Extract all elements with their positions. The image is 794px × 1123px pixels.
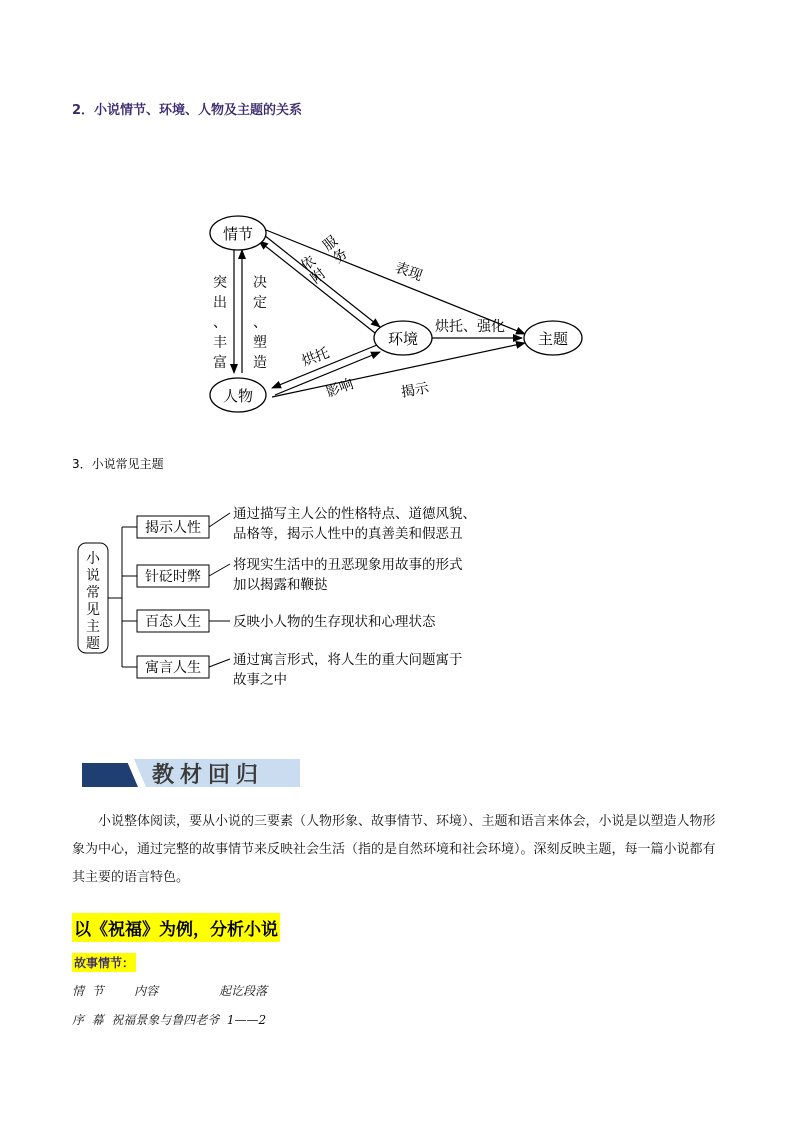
label-plot-to-theme: 表现 [392,259,425,285]
branch-desc-4-line2: 故事之中 [233,672,287,688]
branch-desc-2-line1: 将现实生活中的丑恶现象用故事的形式 [233,557,463,573]
node-theme: 主题 [537,330,569,348]
node-environment: 环境 [387,330,419,348]
banner-title: 教材回归 [152,762,265,788]
root-label: 小说常见主题 [86,551,100,652]
node-character: 人物 [222,387,254,405]
section-3-heading: 3．小说常见主题 [72,457,164,471]
branch-desc-1-line2: 品格等，揭示人性中的真善美和假恶丑 [233,526,463,542]
branch-desc-1-line1: 通过描写主人公的性格特点、道德风貌、 [233,506,476,522]
branch-label-1: 揭示人性 [145,520,201,536]
theme-tree-diagram [70,498,520,698]
label-character-to-theme: 揭示 [399,380,431,401]
branch-label-3: 百态人生 [145,614,201,630]
branch-desc-2-line2: 加以揭露和鞭挞 [233,577,328,593]
table-header-line: 情 节 内容 起讫段落 [72,984,268,998]
example-subtitle: 故事情节： [72,953,136,972]
section-2-heading: 2．小说情节、环境、人物及主题的关系 [72,103,303,118]
example-title: 以《祝福》为例，分析小说 [72,913,280,942]
relation-diagram [200,205,600,425]
branch-desc-4-line1: 通过寓言形式，将人生的重大问题寓于 [233,652,463,668]
label-env-to-character: 影响 [323,376,356,401]
label-env-to-theme: 烘托、强化 [435,319,505,335]
branch-label-2: 针砭时弊 [145,569,201,585]
label-plot-env-depend: 依附 [298,253,329,288]
label-character-to-env: 烘托 [299,345,332,370]
node-plot: 情节 [222,225,254,243]
label-character-to-plot: 决定、塑造 [253,275,267,371]
table-row-1: 序 幕 祝福景象与鲁四老爷 1——2 [72,1013,267,1027]
label-plot-env-serve: 服务 [320,233,351,268]
branch-desc-3-line1: 反映小人物的生存现状和心理状态 [233,614,436,630]
branch-label-4: 寓言人生 [145,660,201,676]
intro-paragraph: 小说整体阅读，要从小说的三要素（人物形象、故事情节、环境）、主题和语言来体会，小说是以塑造人物形象为中心，通过完整的故事情节来反映社会生活（指的是自然环境和社会环境）。深刻反映主题，每一篇小说都有其主要的语言特色。 [72,814,716,885]
label-plot-to-character: 突出、丰富 [213,275,227,371]
